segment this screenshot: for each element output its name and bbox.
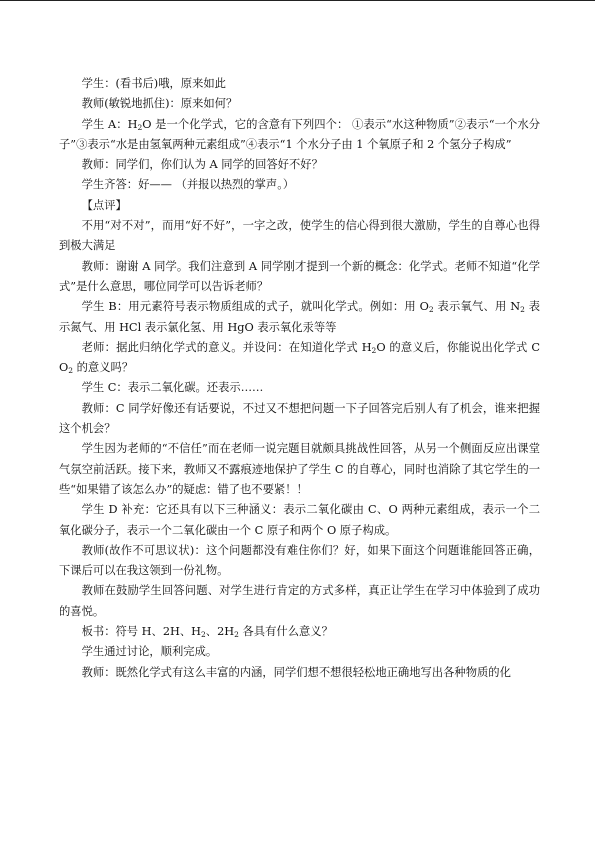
paragraph: [59, 378, 540, 398]
paragraph-text: 教师(敏锐地抓住)：原来如何？: [81, 97, 238, 111]
paragraph-text: 学生 B：用元素符号表示物质组成的式子，就叫化学式。例如：用 O: [81, 300, 429, 314]
paragraph-text: 学生通过讨论，顺利完成。: [81, 645, 218, 659]
paragraph: [59, 338, 540, 379]
paragraph-text: 教师：既然化学式有这么丰富的内涵，同学们想不想很轻松地正确地写出各种物质的化: [81, 665, 511, 679]
paragraph-text: 学生因为老师的“不信任”而在老师一说完题目就颇具挑战性回答，从另一个侧面反应出课堂气氛空前活跃。接下来，教师又不露痕迹地保护了学生 C 的自尊心，同时也消除了其它学生的一些“如果错了该怎么办”的疑虑：错了也不要紧！！: [59, 442, 540, 496]
paragraph: [59, 115, 540, 156]
paragraph: [59, 196, 540, 216]
subscript-text: 2: [201, 630, 206, 640]
paragraph: [59, 622, 540, 642]
paragraph: [59, 500, 540, 541]
paragraph-text: 教师：谢谢 A 同学。我们注意到 A 同学刚才提到一个新的概念：化学式。老师不知道“化学式”是什么意思，哪位同学可以告诉老师？: [59, 259, 540, 293]
paragraph: [59, 94, 540, 114]
paragraph-text: 各具有什么意义？: [238, 625, 333, 639]
subscript-text: 2: [428, 305, 434, 315]
paragraph-text: 学生：(看书后)哦，原来如此: [81, 77, 226, 90]
paragraph-text: 学生齐答：好—— （并报以热烈的掌声。）: [81, 178, 295, 192]
paragraph: [59, 581, 540, 622]
paragraph: [59, 439, 540, 500]
paragraph-text: 教师(故作不可思议状)：这个问题都没有难住你们？好，如果下面这个问题谁能回答正确，下课后可以在我这领到一份礼物。: [59, 543, 540, 578]
subscript-text: 2: [234, 630, 239, 640]
paragraph-text: 表示氮气、用 HCl 表示氯化氢、用 HgO 表示氧化汞等等: [59, 300, 541, 334]
paragraph: [59, 297, 540, 338]
paragraph: [59, 216, 540, 257]
paragraph-text: 学生 A：H: [81, 117, 138, 131]
subscript-text: 2: [137, 122, 143, 132]
paragraph: [59, 541, 540, 582]
subscript-text: 2: [68, 366, 74, 376]
paragraph-text: 学生 D 补充：它还具有以下三种涵义：表示二氧化碳由 C、O 两种元素组成，表示一个二氧化碳分子，表示一个二氧化碳由一个 C 原子和两个 O 原子构成。: [59, 503, 540, 537]
paragraph-text: 教师在鼓励学生回答问题、对学生进行肯定的方式多样，真正让学生在学习中体验到了成功的喜悦。: [59, 584, 540, 618]
paragraph-text: 不用“对不对”，而用“好不好”，一字之改，使学生的信心得到很大激励，学生的自尊心也得到极大满足: [59, 219, 540, 253]
paragraph-text: 教师：同学们，你们认为 A 同学的回答好不好？: [81, 158, 323, 172]
paragraph: [59, 74, 540, 94]
paragraph: [59, 399, 540, 440]
paragraph-text: 板书：符号 H、2H、H: [81, 625, 202, 639]
paragraph-text: O 是一个化学式，它的含意有下列四个： ①表示“水这种物质”②表示“一个水分子”③表示“水是由氢氧两种元素组成”④表示“1 个水分子由 1 个氧原子和 2 个氢分子构成”: [59, 117, 540, 151]
paragraph-text: 表示氧气、用 N: [433, 300, 521, 314]
paragraph-text: 的意义吗？: [73, 361, 134, 375]
paragraph: [59, 155, 540, 175]
document-body: [59, 74, 540, 683]
paragraph-text: O 的意义后，你能说出化学式 CO: [59, 340, 540, 375]
page-top-rule: [0, 0, 595, 1]
paragraph-text: 学生 C：表示二氧化碳。还表示……: [81, 381, 264, 395]
paragraph-text: 老师：据此归纳化学式的意义。并设问：在知道化学式 H: [81, 340, 372, 354]
paragraph-text: 【点评】: [81, 198, 127, 212]
paragraph-text: 、2H: [205, 625, 235, 639]
paragraph: [59, 642, 540, 662]
subscript-text: 2: [520, 305, 525, 315]
paragraph-text: 教师：C 同学好像还有话要说，不过又不想把问题一下子回答完后别人有了机会，谁来把握这个机会？: [59, 401, 540, 436]
paragraph: [59, 663, 540, 683]
subscript-text: 2: [371, 345, 377, 355]
paragraph: [59, 175, 540, 195]
paragraph: [59, 257, 540, 298]
